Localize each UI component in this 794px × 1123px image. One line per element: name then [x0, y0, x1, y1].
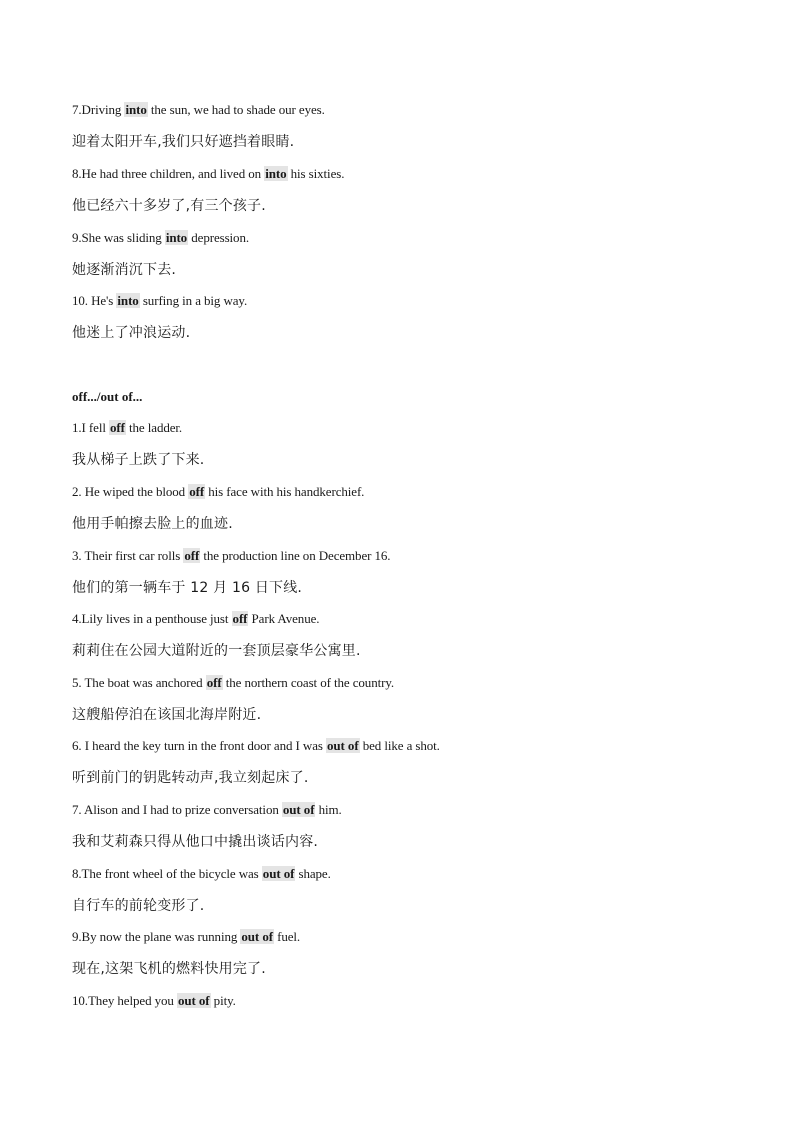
sentence-en: [72, 228, 249, 248]
sentence-zh: 现在,这架飞机的燃料快用完了.: [72, 961, 266, 977]
sentence-en: [72, 546, 390, 566]
text-before: 6. I heard the key turn in the front door and I was: [72, 738, 327, 753]
text-before: 8.The front wheel of the bicycle was: [72, 866, 262, 881]
sentence-en: [72, 291, 247, 311]
text-before: 2. He wiped the blood: [72, 484, 189, 499]
phrase-highlight: into: [125, 102, 147, 117]
phrase-highlight: into: [165, 230, 188, 245]
sentence-zh: 他迷上了冲浪运动.: [72, 325, 191, 341]
phrase-highlight: off: [184, 548, 200, 563]
sentence-zh: 她逐渐消沉下去.: [72, 262, 177, 278]
sentence-zh: 听到前门的钥匙转动声,我立刻起床了.: [72, 770, 309, 786]
sentence-zh: 迎着太阳开车,我们只好遮挡着眼睛.: [72, 134, 295, 150]
sentence-en: [72, 418, 182, 438]
sentence-en: [72, 736, 440, 756]
text-after: his face with his handkerchief.: [205, 484, 365, 499]
phrase-highlight: into: [265, 166, 287, 181]
sentence-en: [72, 991, 236, 1011]
text-after: bed like a shot.: [359, 738, 440, 753]
text-after: Park Avenue.: [248, 611, 320, 626]
sentence-en: [72, 864, 331, 884]
text-before: 4.Lily lives in a penthouse just: [72, 611, 232, 626]
phrase-highlight: off: [206, 675, 222, 690]
text-after: his sixties.: [287, 166, 345, 181]
sentence-en: [72, 673, 394, 693]
sentence-en: [72, 800, 342, 820]
phrase-highlight: out of: [327, 738, 359, 753]
phrase-highlight: off: [232, 611, 248, 626]
text-before: 7. Alison and I had to prize conversation: [72, 802, 282, 817]
text-after: pity.: [210, 993, 236, 1008]
sentence-zh: 他已经六十多岁了,有三个孩子.: [72, 198, 266, 214]
phrase-highlight: off: [189, 484, 205, 499]
text-before: 10.They helped you: [72, 993, 177, 1008]
sentence-en: [72, 482, 364, 502]
text-before: 9.By now the plane was running: [72, 929, 241, 944]
text-before: 8.He had three children, and lived on: [72, 166, 265, 181]
sentence-zh: 我从梯子上跌了下来.: [72, 452, 205, 468]
phrase-highlight: out of: [241, 929, 273, 944]
section-heading: off.../out of...: [72, 389, 143, 404]
text-after: the northern coast of the country.: [222, 675, 395, 690]
sentence-zh: 莉莉住在公园大道附近的一套顶层豪华公寓里.: [72, 643, 361, 659]
phrase-highlight: out of: [282, 802, 315, 817]
text-before: 5. The boat was anchored: [72, 675, 206, 690]
sentence-en: [72, 927, 300, 947]
phrase-highlight: out of: [177, 993, 210, 1008]
sentence-zh: 他用手帕擦去脸上的血迹.: [72, 516, 233, 532]
text-before: 9.She was sliding: [72, 230, 165, 245]
text-after: fuel.: [273, 929, 301, 944]
text-after: the production line on December 16.: [200, 548, 391, 563]
text-before: 3. Their first car rolls: [72, 548, 184, 563]
text-before: 7.Driving: [72, 102, 125, 117]
sentence-zh: 这艘船停泊在该国北海岸附近.: [72, 707, 262, 723]
sentence-en: [72, 164, 344, 184]
text-after: the ladder.: [125, 420, 183, 435]
text-before: 10. He's: [72, 293, 117, 308]
phrase-highlight: into: [117, 293, 139, 308]
sentence-zh: 自行车的前轮变形了.: [72, 898, 205, 914]
text-after: the sun, we had to shade our eyes.: [147, 102, 325, 117]
phrase-highlight: out of: [262, 866, 295, 881]
text-after: surfing in a big way.: [139, 293, 248, 308]
text-after: him.: [315, 802, 342, 817]
sentence-zh: 他们的第一辆车于 12 月 16 日下线.: [72, 580, 303, 596]
sentence-en: [72, 609, 319, 629]
phrase-highlight: off: [110, 420, 125, 435]
text-after: depression.: [188, 230, 249, 245]
sentence-zh: 我和艾莉森只得从他口中撬出谈话内容.: [72, 834, 319, 850]
text-before: 1.I fell: [72, 420, 110, 435]
sentence-en: [72, 100, 325, 120]
text-after: shape.: [295, 866, 331, 881]
